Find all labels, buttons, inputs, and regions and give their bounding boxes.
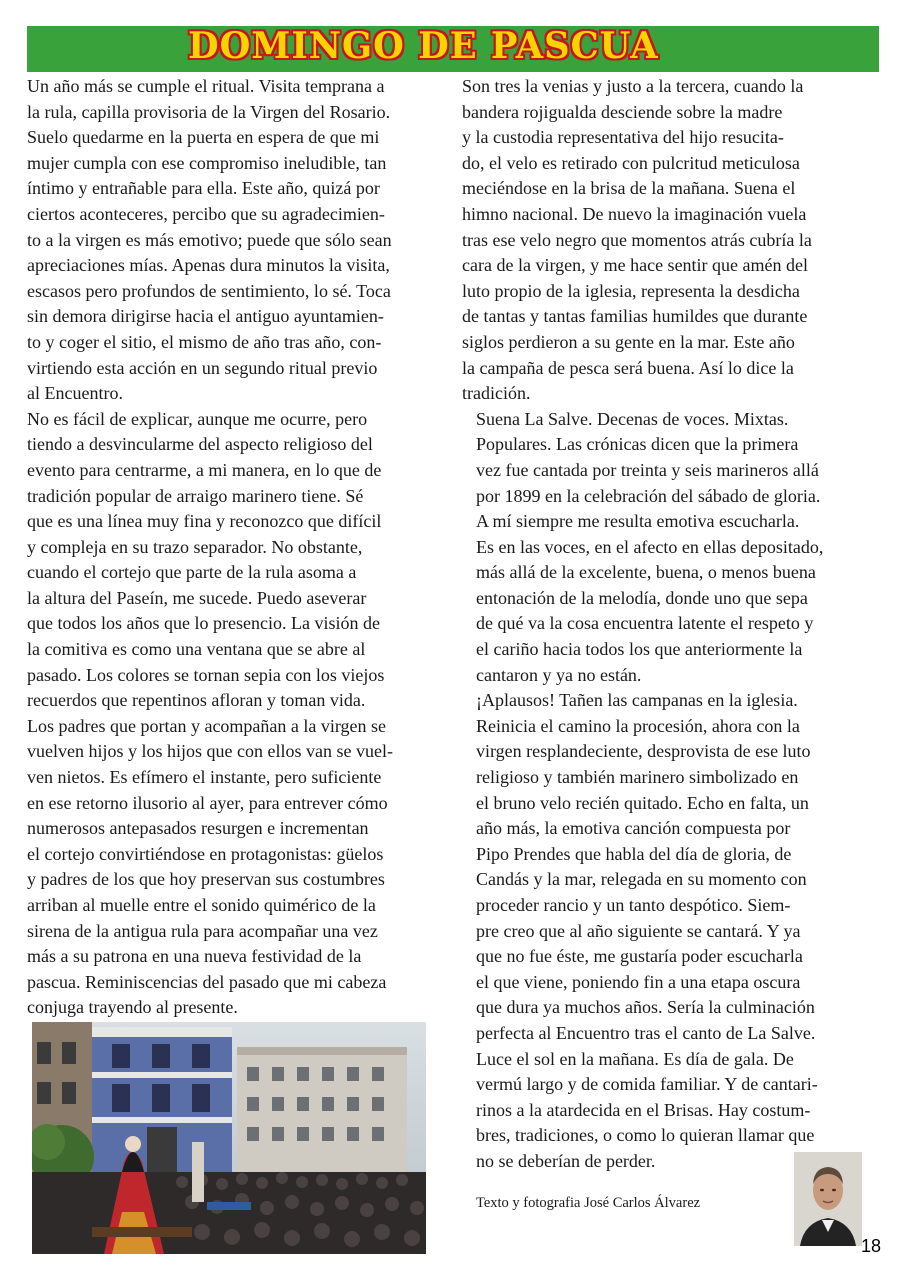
text-line: Suelo quedarme en la puerta en espera de que mi <box>27 127 380 148</box>
text-line: tiendo a desvincularme del aspecto religioso del <box>27 434 373 455</box>
author-portrait-illustration <box>794 1152 862 1246</box>
text-line: conjuga trayendo al presente. <box>27 997 238 1018</box>
text-line: la campaña de pesca será buena. Así lo dice la <box>462 357 794 378</box>
text-line: y padres de los que hoy preservan sus costumbres <box>27 869 385 890</box>
text-line: recuerdos que repentinos afloran y toman vida. <box>27 690 366 711</box>
text-line: virtiendo esta acción en un segundo ritual previo <box>27 357 378 378</box>
text-line: arriban al muelle entre el sonido quimérico de la <box>27 895 376 915</box>
text-line: Pipo Prendes que habla del día de gloria, de <box>476 843 792 864</box>
text-line: el cariño hacia todos los que anteriormente la <box>476 639 803 660</box>
text-line: bres, tradiciones, o como lo quieran llamar que <box>476 1125 815 1146</box>
text-line: más a su patrona en una nueva festividad de la <box>27 946 362 967</box>
text-line: to y coger el sitio, el mismo de año tras año, con- <box>27 331 382 352</box>
text-line: A mí siempre me resulta emotiva escucharla. <box>476 511 800 532</box>
text-line: que es una línea muy fina y reconozco que difícil <box>27 511 382 532</box>
text-line: pasado. Los colores se tornan sepia con los viejos <box>27 664 385 685</box>
text-line: la altura del Paseín, me sucede. Puedo aseverar <box>27 587 367 608</box>
text-line: que dura ya muchos años. Sería la culminación <box>476 997 815 1018</box>
text-line: el cortejo convirtiéndose en protagonistas: güelos <box>27 843 384 864</box>
text-line: Un año más se cumple el ritual. Visita temprana a <box>27 76 385 96</box>
text-line: tradición. <box>462 383 531 404</box>
text-line: vuelven hijos y los hijos que con ellos van se vuel- <box>27 741 393 762</box>
text-line: cara de la virgen, y me hace sentir que amén del <box>462 255 809 276</box>
text-line: que todos los años que lo presencio. La visión de <box>27 613 380 634</box>
text-line: la rula, capilla provisoria de la Virgen del Rosario. <box>27 101 391 122</box>
text-line: vermú largo y de comida familiar. Y de cantari- <box>476 1074 818 1095</box>
text-line: bandera rojigualda desciende sobre la madre <box>462 101 783 122</box>
text-line: proceder rancio y un tanto despótico. Siem- <box>476 895 791 915</box>
text-line: sirena de la antigua rula para acompañar una vez <box>27 920 378 941</box>
right-text-column <box>462 74 880 1175</box>
text-line: de tantas y tantas familias humildes que durante <box>462 306 808 327</box>
text-line: tradición popular de arraigo marinero tiene. Sé <box>27 485 364 506</box>
text-line: evento para centrarme, a mi manera, en lo que de <box>27 459 382 480</box>
text-line: vez fue cantada por treinta y seis marineros allá <box>476 459 819 480</box>
text-line: Son tres la venias y justo a la tercera, cuando la <box>462 76 804 96</box>
text-line: tras ese velo negro que momentos atrás cubría la <box>462 229 812 250</box>
procession-photo <box>32 1022 426 1254</box>
text-line: el que viene, poniendo fin a una etapa oscura <box>476 971 801 992</box>
text-line: el bruno velo recién quitado. Echo en falta, un <box>476 792 809 813</box>
text-line: himno nacional. De nuevo la imaginación vuela <box>462 203 807 224</box>
text-line: entonación de la melodía, donde uno que sepa <box>476 587 808 608</box>
text-line: al Encuentro. <box>27 383 123 404</box>
text-line: numerosos antepasados resurgen e incrementan <box>27 818 369 839</box>
procession-photo-illustration <box>32 1022 426 1254</box>
text-line: Luce el sol en la mañana. Es día de gala. De <box>476 1048 794 1069</box>
text-line: Es en las voces, en el afecto en ellas depositado, <box>476 536 824 557</box>
text-line: Los padres que portan y acompañan a la virgen se <box>27 715 387 736</box>
text-line: pascua. Reminiscencias del pasado que mi cabeza <box>27 971 387 992</box>
text-line: Suena La Salve. Decenas de voces. Mixtas. <box>476 408 789 429</box>
text-line: perfecta al Encuentro tras el canto de La Salve. <box>476 1022 816 1043</box>
text-line: No es fácil de explicar, aunque me ocurre, pero <box>27 408 368 429</box>
text-line: mujer cumpla con ese compromiso ineludible, tan <box>27 152 387 173</box>
text-line: de qué va la cosa encuentra latente el respeto y <box>476 613 814 634</box>
text-line: siglos perdieron a su gente en la mar. Este año <box>462 331 795 352</box>
photo-credit: Texto y fotografia José Carlos Álvarez <box>476 1195 701 1211</box>
text-line: no se deberían de perder. <box>476 1150 656 1171</box>
text-line: más allá de la excelente, buena, o menos buena <box>476 562 816 583</box>
text-line: escasos pero profundos de sentimiento, lo sé. Toca <box>27 280 391 301</box>
text-line: ven nietos. Es efímero el instante, pero suficiente <box>27 767 382 788</box>
text-line: rinos a la atardecida en el Brisas. Hay costum- <box>476 1099 811 1120</box>
text-line: Reinicia el camino la procesión, ahora con la <box>476 715 800 736</box>
text-line: apreciaciones mías. Apenas dura minutos la visita, <box>27 255 390 276</box>
text-line: do, el velo es retirado con pulcritud meticulosa <box>462 152 800 173</box>
text-line: por 1899 en la celebración del sábado de gloria. <box>476 485 821 506</box>
author-portrait <box>794 1152 862 1246</box>
text-line: íntimo y entrañable para ella. Este año, quizá por <box>27 178 380 199</box>
text-line: luto propio de la iglesia, representa la desdicha <box>462 280 800 301</box>
text-line: cuando el cortejo que parte de la rula asoma a <box>27 562 357 583</box>
text-line: y compleja en su trazo separador. No obstante, <box>27 536 363 557</box>
text-line: meciéndose en la brisa de la mañana. Suena el <box>462 178 796 199</box>
text-line: que no fue éste, me gustaría poder escucharla <box>476 946 803 967</box>
text-line: la comitiva es como una ventana que se abre al <box>27 639 366 660</box>
text-line: religioso y también marinero simbolizado en <box>476 767 799 788</box>
text-line: to a la virgen es más emotivo; puede que sólo sean <box>27 229 392 250</box>
text-line: ¡Aplausos! Tañen las campanas en la iglesia. <box>476 690 798 711</box>
text-line: pre creo que al año siguiente se cantará. Y ya <box>476 920 801 941</box>
page-number: 18 <box>861 1236 882 1256</box>
text-line: sin demora dirigirse hacia el antiguo ayuntamien- <box>27 306 384 327</box>
text-line: en ese retorno ilusorio al ayer, para entrever cómo <box>27 792 388 813</box>
text-line: cantaron y ya no están. <box>476 664 642 685</box>
text-line: año más, la emotiva canción compuesta por <box>476 818 791 839</box>
text-line: Populares. Las crónicas dicen que la primera <box>476 434 799 455</box>
text-line: ciertos aconteceres, percibo que su agradecimien- <box>27 203 385 224</box>
page-title: DOMINGO DE PASCUA <box>188 25 659 67</box>
text-line: y la custodia representativa del hijo resucita- <box>462 127 784 148</box>
text-line: virgen resplandeciente, desprovista de ese luto <box>476 741 811 762</box>
left-text-column <box>27 74 452 1021</box>
text-line: Candás y la mar, relegada en su momento con <box>476 869 807 890</box>
